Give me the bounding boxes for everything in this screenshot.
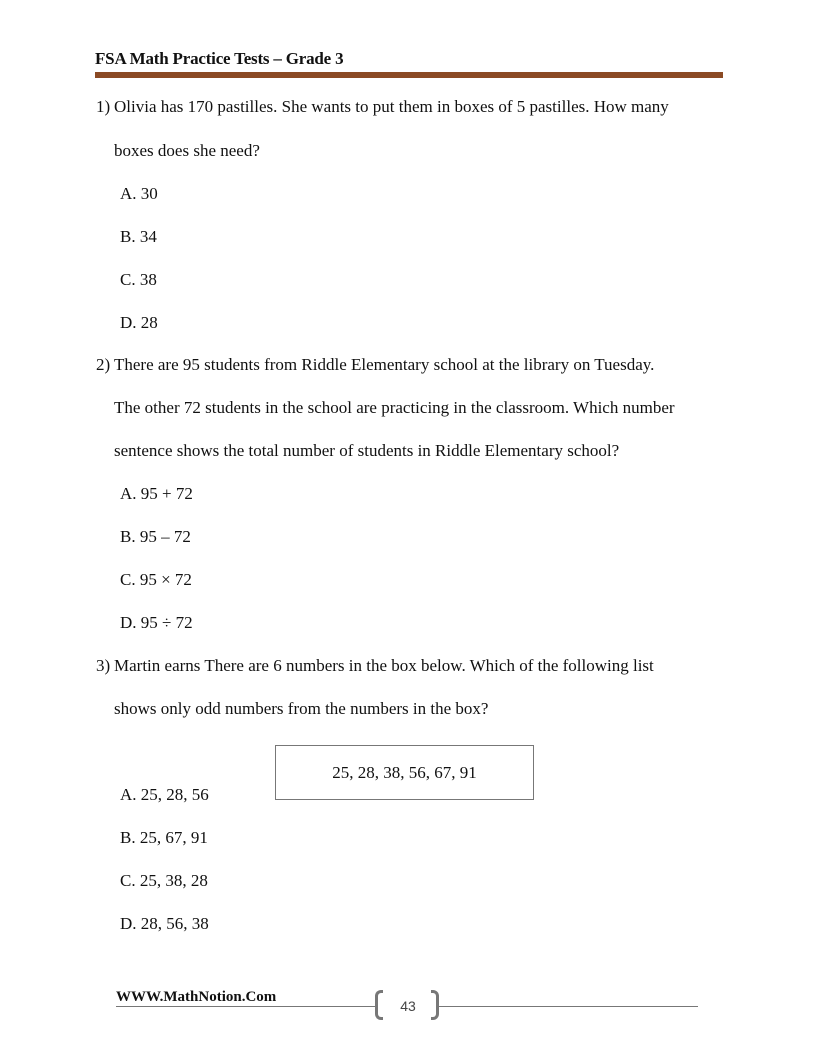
answer-option: A. 25, 28, 56 [120,785,209,804]
footer-rule-right [439,1006,698,1007]
answer-option: C. 95 × 72 [120,570,192,589]
question-text-line: Martin earns There are 6 numbers in the box below. Which of the following list [114,656,654,675]
question-number: 3) [96,656,111,675]
question-text-line: There are 95 students from Riddle Elementary school at the library on Tuesday. [114,355,655,374]
answer-option: A. 30 [120,184,158,203]
question-text-line: The other 72 students in the school are practicing in the classroom. Which number [114,398,675,417]
left-brace-icon [375,990,383,1020]
answer-option: A. 95 + 72 [120,484,193,503]
page-number: 43 [400,998,416,1014]
question-number: 2) [96,355,111,374]
question-text-line: Olivia has 170 pastilles. She wants to put them in boxes of 5 pastilles. How many [114,97,669,116]
answer-option: D. 28, 56, 38 [120,914,209,933]
answer-option: D. 95 ÷ 72 [120,613,193,632]
answer-option: C. 38 [120,270,157,289]
question-text-line: boxes does she need? [114,141,260,160]
number-box-values: 25, 28, 38, 56, 67, 91 [332,762,477,782]
right-brace-icon [431,990,439,1020]
answer-option: C. 25, 38, 28 [120,871,208,890]
answer-option: D. 28 [120,313,158,332]
answer-option: B. 95 – 72 [120,527,191,546]
question-text-line: sentence shows the total number of students in Riddle Elementary school? [114,441,620,460]
footer-rule-left [116,1006,376,1007]
footer-website: WWW.MathNotion.Com [116,989,277,1005]
answer-option: B. 25, 67, 91 [120,828,208,847]
page-header-title: FSA Math Practice Tests – Grade 3 [95,49,344,68]
number-box [275,745,534,800]
header-rule [95,72,723,78]
question-number: 1) [96,97,111,116]
answer-option: B. 34 [120,227,157,246]
question-text-line: shows only odd numbers from the numbers in the box? [114,699,489,718]
